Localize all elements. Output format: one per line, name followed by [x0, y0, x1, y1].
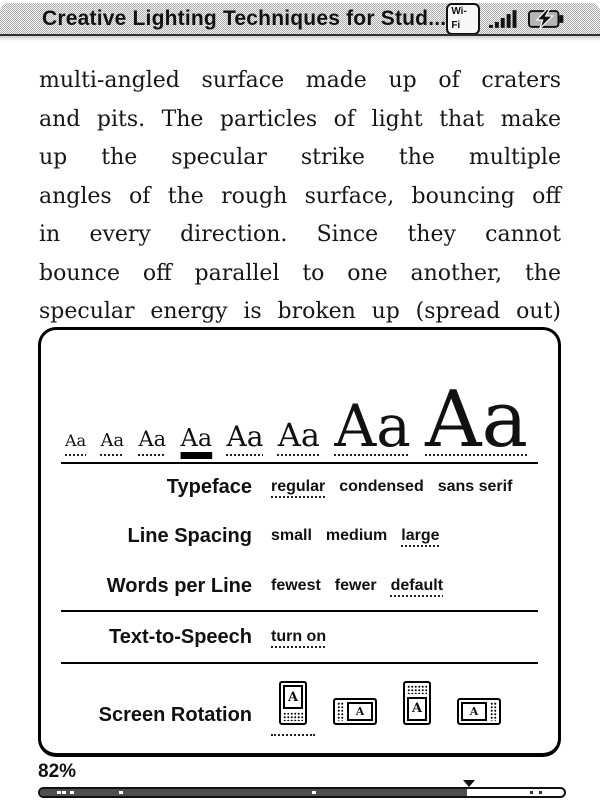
- line-spacing-options: [271, 527, 558, 545]
- keyboard-dots: [490, 702, 497, 721]
- line-spacing-label: Line Spacing: [127, 524, 252, 547]
- progress-bar: [38, 787, 566, 798]
- body-text-line: up the specular strike the multiple: [39, 145, 561, 170]
- font-size-option-5[interactable]: Aa: [226, 420, 264, 453]
- rotation-portrait-inverted-icon: A: [403, 681, 431, 725]
- body-text-line: angles of the rough surface, bouncing off: [39, 183, 561, 209]
- chapter-mark: [62, 791, 66, 794]
- words-per-line-row: [41, 562, 558, 610]
- words-per-line-label: Words per Line: [106, 574, 252, 597]
- font-size-option-7[interactable]: Aa: [334, 392, 411, 460]
- screen-rotation-options: [271, 681, 558, 753]
- body-text-line: multi-angled surface made up of craters: [39, 68, 561, 93]
- chapter-mark: [312, 791, 316, 794]
- chapter-mark: [119, 791, 123, 794]
- body-text-line: bounce off parallel to one another, the: [39, 260, 561, 286]
- chapter-mark-ahead: [539, 791, 542, 794]
- status-icons: [446, 3, 564, 35]
- words-per-line-fewest-button[interactable]: fewest: [271, 577, 321, 594]
- title-bar: [0, 3, 600, 36]
- text-to-speech-turn-on-button[interactable]: turn on: [271, 628, 327, 645]
- rotation-portrait-button[interactable]: [271, 681, 315, 738]
- line-spacing-small-button[interactable]: small: [271, 527, 312, 544]
- rotation-portrait-icon: A: [279, 681, 307, 725]
- text-to-speech-label: Text-to-Speech: [109, 625, 252, 648]
- keyboard-dots: [337, 702, 344, 721]
- font-size-option-3[interactable]: Aa: [138, 427, 167, 451]
- words-per-line-options: [271, 577, 558, 595]
- chapter-mark: [70, 791, 74, 794]
- chapter-mark-ahead: [530, 791, 533, 794]
- book-page-text: [39, 62, 561, 332]
- font-size-option-4-selected[interactable]: Aa: [180, 424, 213, 452]
- screen-rotation-row: [41, 664, 558, 753]
- text-settings-panel: [38, 327, 561, 757]
- signal-strength-icon: [489, 10, 518, 28]
- keyboard-dots: [407, 685, 427, 694]
- rotation-landscape-left-icon: A: [333, 698, 377, 725]
- chapter-mark: [57, 791, 61, 794]
- battery-charging-icon: [528, 9, 564, 29]
- progress-fill: [40, 789, 467, 796]
- rotation-landscape-left-button[interactable]: [333, 698, 377, 738]
- words-per-line-default-button[interactable]: default: [390, 577, 444, 594]
- font-size-option-8[interactable]: Aa: [425, 375, 528, 465]
- words-per-line-fewer-button[interactable]: fewer: [334, 577, 377, 594]
- body-text-line: in every direction. Since they cannot: [39, 222, 561, 247]
- rotation-landscape-right-button[interactable]: [457, 698, 501, 738]
- line-spacing-large-button[interactable]: large: [401, 527, 440, 544]
- typeface-sans-serif-button[interactable]: sans serif: [437, 478, 513, 495]
- line-spacing-medium-button[interactable]: medium: [325, 527, 388, 544]
- keyboard-dots: [283, 712, 303, 721]
- body-text-line: specular energy is broken up (spread out): [39, 299, 561, 324]
- wifi-icon: Wi-Fi: [446, 3, 480, 35]
- body-text-line: and pits. The particles of light that make: [39, 106, 561, 132]
- typeface-condensed-button[interactable]: condensed: [339, 478, 424, 495]
- text-to-speech-options: [271, 628, 558, 646]
- typeface-options: [271, 478, 558, 496]
- book-title: Creative Lighting Techniques for Stud...: [42, 6, 447, 30]
- typeface-row: [41, 464, 558, 510]
- progress-position-marker: [463, 780, 475, 787]
- reading-progress-percent: 82%: [38, 761, 77, 782]
- rotation-landscape-right-icon: A: [457, 698, 501, 725]
- rotation-portrait-inverted-button[interactable]: [395, 681, 439, 738]
- text-to-speech-row: [41, 612, 558, 662]
- typeface-regular-button[interactable]: regular: [271, 478, 326, 495]
- typeface-label: Typeface: [166, 475, 252, 498]
- font-size-option-1[interactable]: Aa: [65, 431, 87, 450]
- font-size-option-2[interactable]: Aa: [100, 430, 125, 451]
- screen-rotation-label: Screen Rotation: [98, 704, 252, 726]
- line-spacing-row: [41, 510, 558, 562]
- selected-underline: [271, 734, 315, 738]
- font-size-option-6[interactable]: Aa: [277, 416, 320, 454]
- font-size-picker: [41, 330, 558, 465]
